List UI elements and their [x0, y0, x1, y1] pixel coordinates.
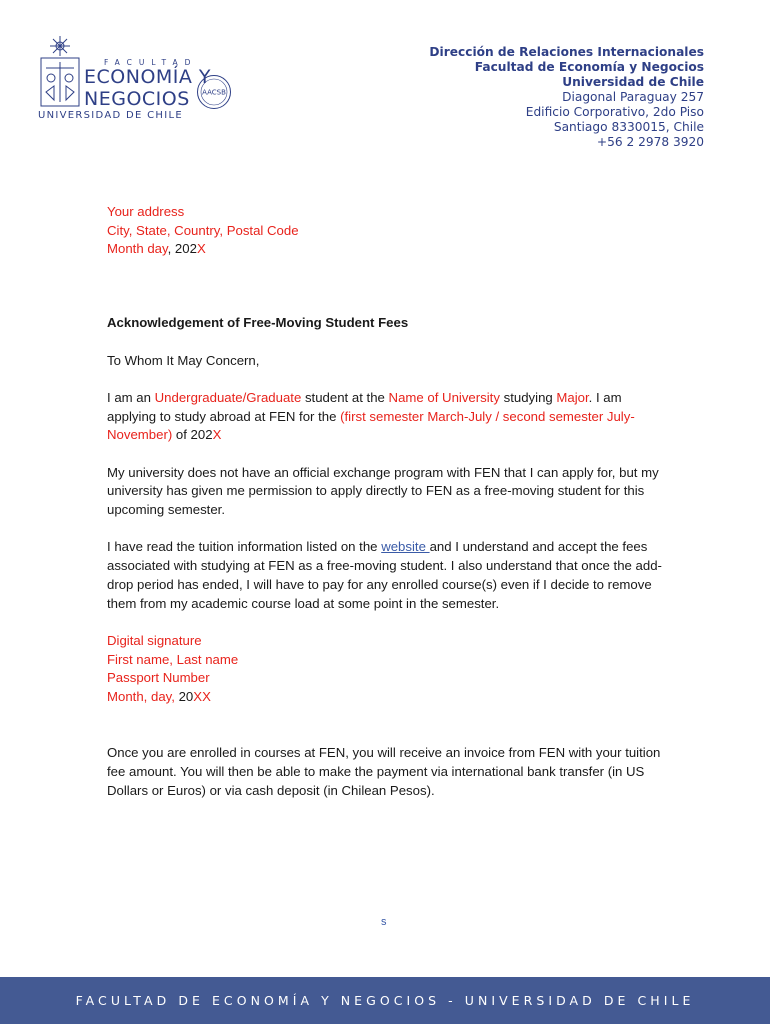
website-link[interactable]: website: [381, 539, 430, 555]
aacsb-seal-icon: [196, 74, 232, 110]
aacsb-seal-text: AACSB: [202, 88, 226, 97]
sender-date: [107, 240, 667, 259]
address-phone: +56 2 2978 3920: [596, 135, 704, 149]
date-month-day: Month day: [107, 241, 168, 257]
sender-address: Your address: [107, 204, 185, 219]
address-line-2: Facultad de Economía y Negocios: [474, 60, 704, 74]
paragraph-4: Once you are enrolled in courses at FEN, you will receive an invoice from FEN with your tuition fee amount. You will then be able to make the payment via international bank transfer (in US Dollars or Euros) or via cash deposit (in Chilean Pesos).: [107, 745, 661, 798]
greeting: To Whom It May Concern,: [107, 352, 260, 368]
p1-university: Name of University: [388, 389, 500, 405]
date-year-prefix: , 202: [167, 241, 197, 257]
letter-title: Acknowledgement of Free-Moving Student Fees: [107, 315, 409, 331]
university-crest-icon: [38, 34, 82, 108]
address-line-6: Santiago 8330015, Chile: [553, 120, 704, 134]
p1-text-d: . I am applying to study abroad at FEN for the: [107, 389, 622, 424]
logo-word-economia: ECONOMÍA Y: [84, 66, 212, 88]
p1-semester: (first semester March-July / second semester July-November): [107, 408, 635, 443]
p1-year-x: X: [212, 427, 222, 443]
logo-word-negocios: NEGOCIOS: [84, 88, 190, 110]
faculty-logo: [38, 34, 238, 124]
address-line-5: Edificio Corporativo, 2do Piso: [525, 105, 704, 119]
signature-date: [107, 688, 667, 707]
paragraph-1: [107, 389, 667, 445]
address-line-1: Dirección de Relaciones Internacionales: [429, 45, 704, 59]
p3-text-b: and I understand and accept the fees associated with studying at FEN as a free-moving student. I also understand that once the add-drop period has ended, I will have to pay for any enrolled course(s) even if I decide to remove them from my academic course load at some point in the semester.: [107, 539, 662, 611]
footer-bar: FACULTAD DE ECONOMÍA Y NEGOCIOS - UNIVERSIDAD DE CHILE: [0, 977, 770, 1024]
sig-date-month: Month, day,: [107, 689, 175, 705]
p3-text-a: I have read the tuition information listed on the: [107, 539, 382, 555]
paragraph-3: [107, 538, 667, 613]
signature-line: Digital signature: [107, 632, 202, 648]
sig-date-year-prefix: 20: [174, 689, 194, 705]
p1-level: Undergraduate/Graduate: [154, 389, 302, 405]
page-mark: s: [381, 916, 387, 928]
sender-city: City, State, Country, Postal Code: [107, 222, 299, 238]
p1-text-c: studying: [499, 389, 557, 405]
signature-passport: Passport Number: [107, 670, 210, 686]
date-year-x: X: [196, 241, 206, 257]
signature-name: First name, Last name: [107, 651, 239, 667]
office-address: [429, 45, 704, 150]
paragraph-2: My university does not have an official exchange program with FEN that I can apply for, but my university has given me permission to apply directly to FEN as a free-moving student for this upcoming semester.: [107, 464, 659, 518]
p1-text-b: student at the: [301, 389, 389, 405]
p1-text-a: I am an: [107, 389, 155, 405]
address-line-3: Universidad de Chile: [562, 75, 704, 89]
p1-major: Major: [556, 389, 589, 405]
p1-text-e: of 202: [172, 427, 213, 443]
faculty-label: FACULTAD: [104, 58, 198, 67]
sig-date-xx: XX: [193, 689, 211, 705]
letter-body: [107, 203, 667, 800]
logo-university: UNIVERSIDAD DE CHILE: [38, 110, 183, 121]
address-line-4: Diagonal Paraguay 257: [562, 90, 704, 104]
